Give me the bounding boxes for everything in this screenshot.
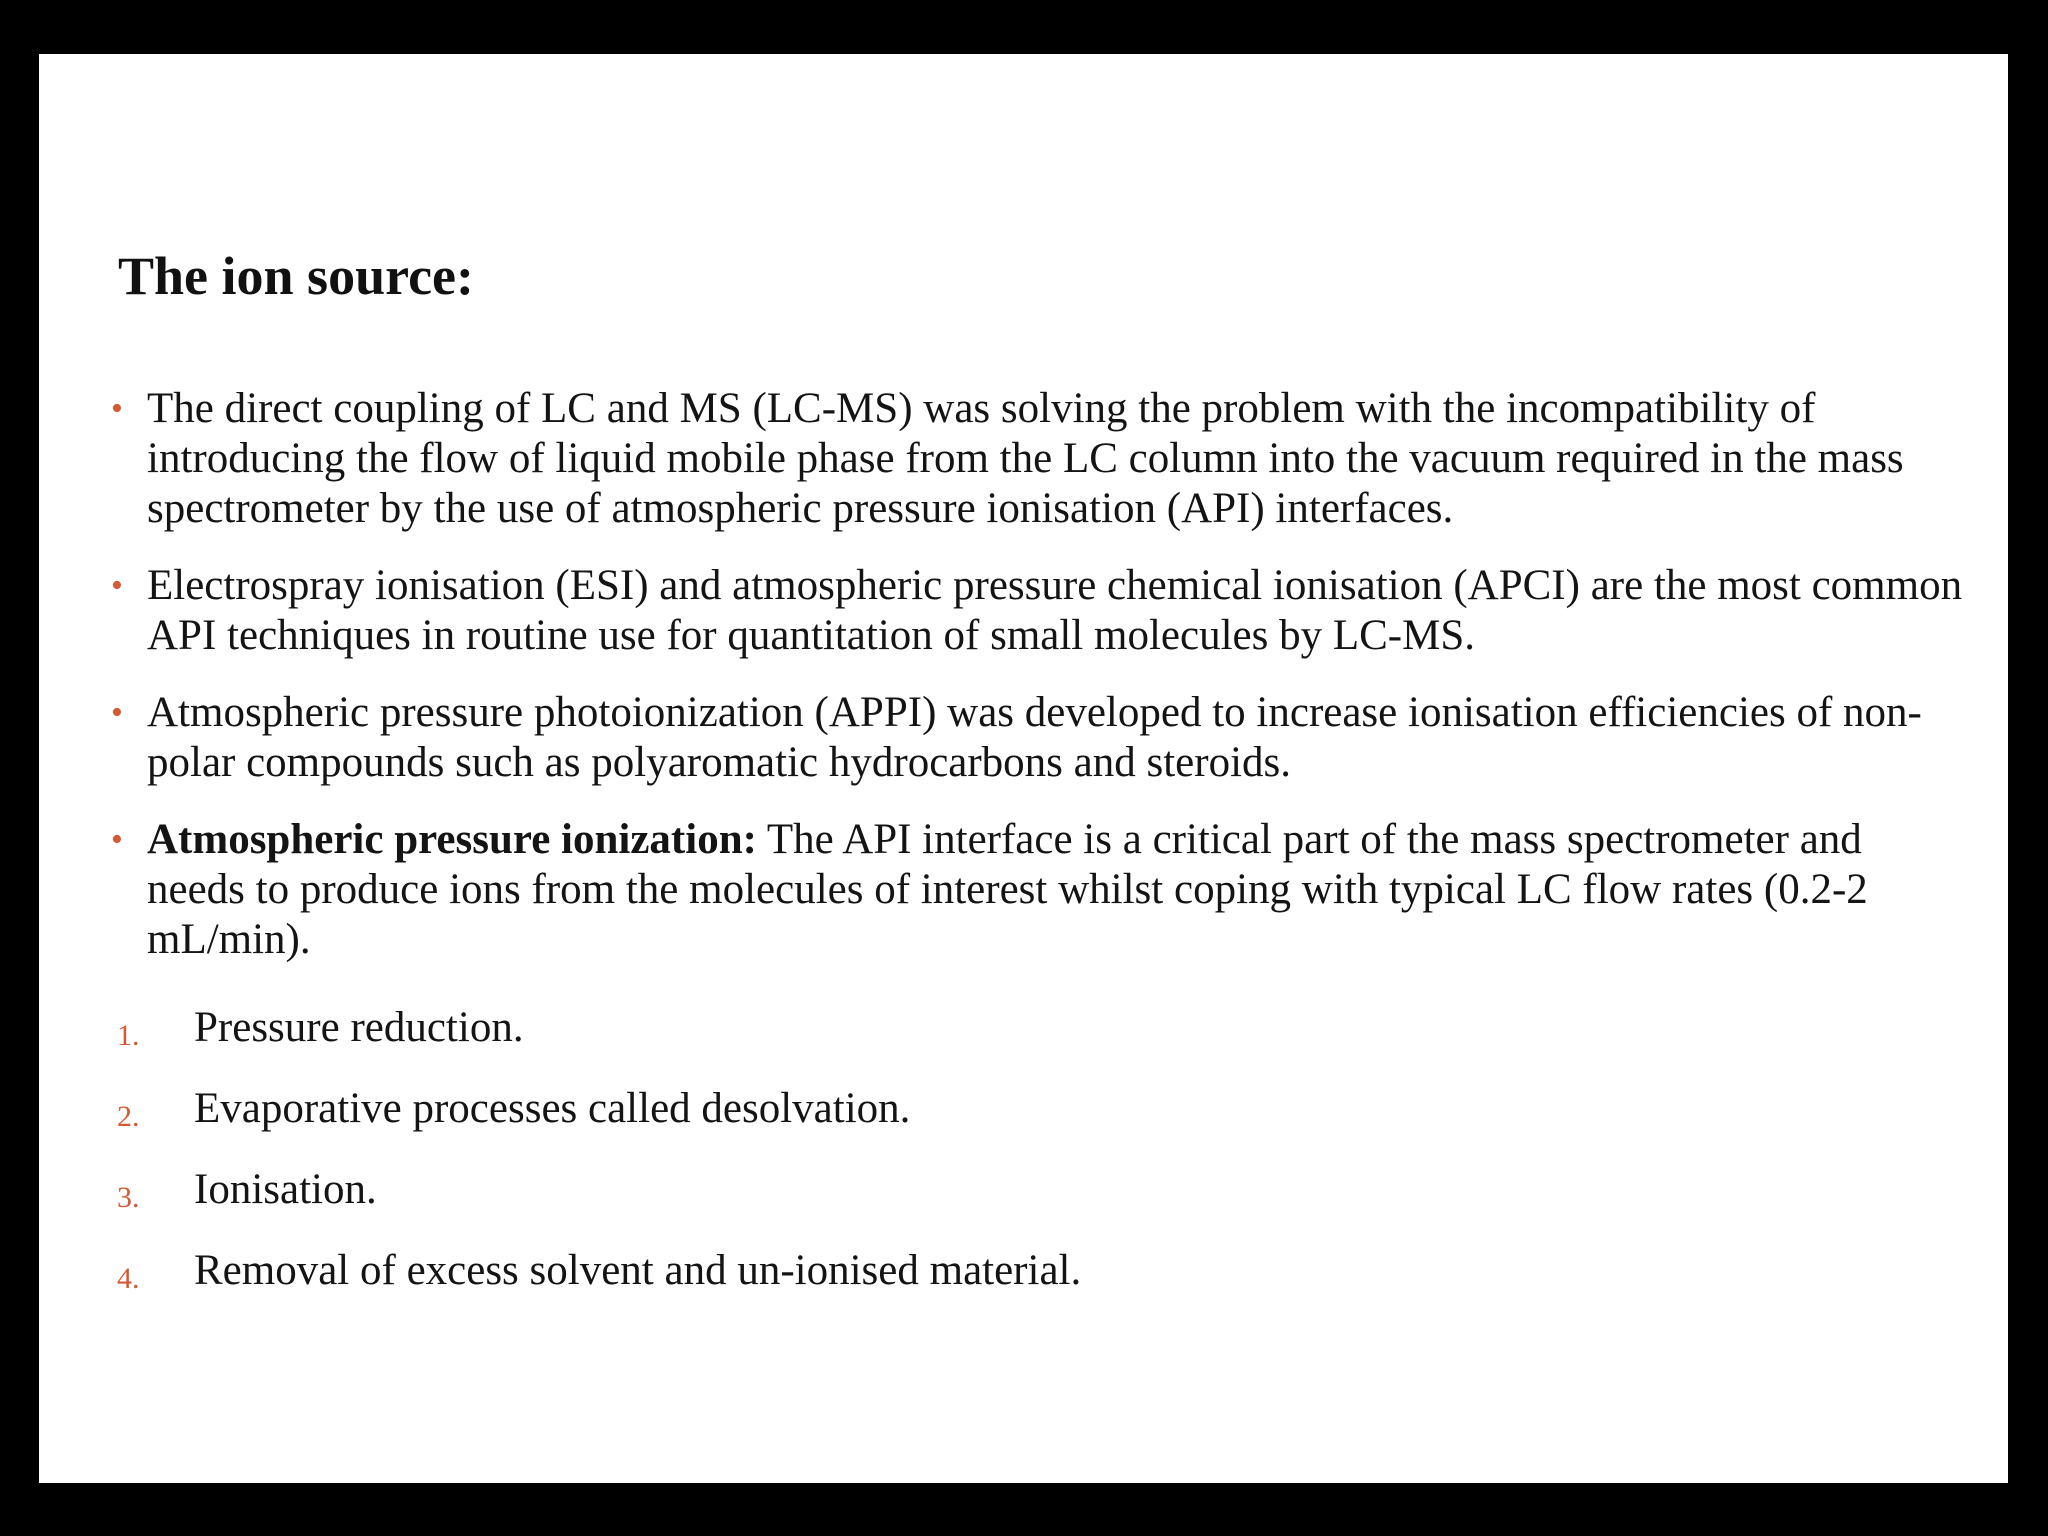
step-item xyxy=(39,1164,2008,1245)
slide xyxy=(39,54,2008,1483)
step-number: 4. xyxy=(117,1262,140,1295)
step-text: Ionisation. xyxy=(194,1166,377,1213)
step-number: 2. xyxy=(117,1100,140,1133)
bullet-item xyxy=(39,815,2008,965)
bullet-item xyxy=(39,561,2008,661)
bullet-marker: • xyxy=(111,821,123,858)
step-text: Removal of excess solvent and un-ionised material. xyxy=(194,1247,1082,1294)
step-text: Pressure reduction. xyxy=(194,1004,524,1051)
slide-title: The ion source: xyxy=(118,246,475,306)
bullet-item xyxy=(39,688,2008,788)
step-number: 3. xyxy=(117,1181,140,1214)
bullet-bold-lead: Atmospheric pressure ionization: xyxy=(147,816,757,863)
step-item xyxy=(39,1002,2008,1083)
step-item xyxy=(39,1245,2008,1326)
bullet-text: Electrospray ionisation (ESI) and atmospheric pressure chemical ionisation (APCI) are the most common API techniques in routine use for quantitation of small molecules by LC-MS. xyxy=(147,562,1963,659)
bullet-text: The API interface is a critical part of the mass spectrometer and needs to produce ions from the molecules of interest whilst coping with typical LC flow rates (0.2-2 mL/min). xyxy=(147,816,1868,963)
bullet-item xyxy=(39,384,2008,534)
step-text: Evaporative processes called desolvation. xyxy=(194,1085,911,1132)
bullet-list xyxy=(39,384,2008,992)
step-item xyxy=(39,1083,2008,1164)
bullet-marker: • xyxy=(111,390,123,427)
numbered-step-list xyxy=(39,1002,2008,1326)
bullet-text: Atmospheric pressure photoionization (APPI) was developed to increase ionisation efficiencies of non-polar compounds such as polyaromatic hydrocarbons and steroids. xyxy=(147,689,1922,786)
bullet-text: The direct coupling of LC and MS (LC-MS) was solving the problem with the incompatibility of introducing the flow of liquid mobile phase from the LC column into the vacuum required in the mass spectrometer by the use of atmospheric pressure ionisation (API) interfaces. xyxy=(147,385,1904,532)
step-number: 1. xyxy=(117,1019,140,1052)
bullet-marker: • xyxy=(111,567,123,604)
bullet-marker: • xyxy=(111,694,123,731)
